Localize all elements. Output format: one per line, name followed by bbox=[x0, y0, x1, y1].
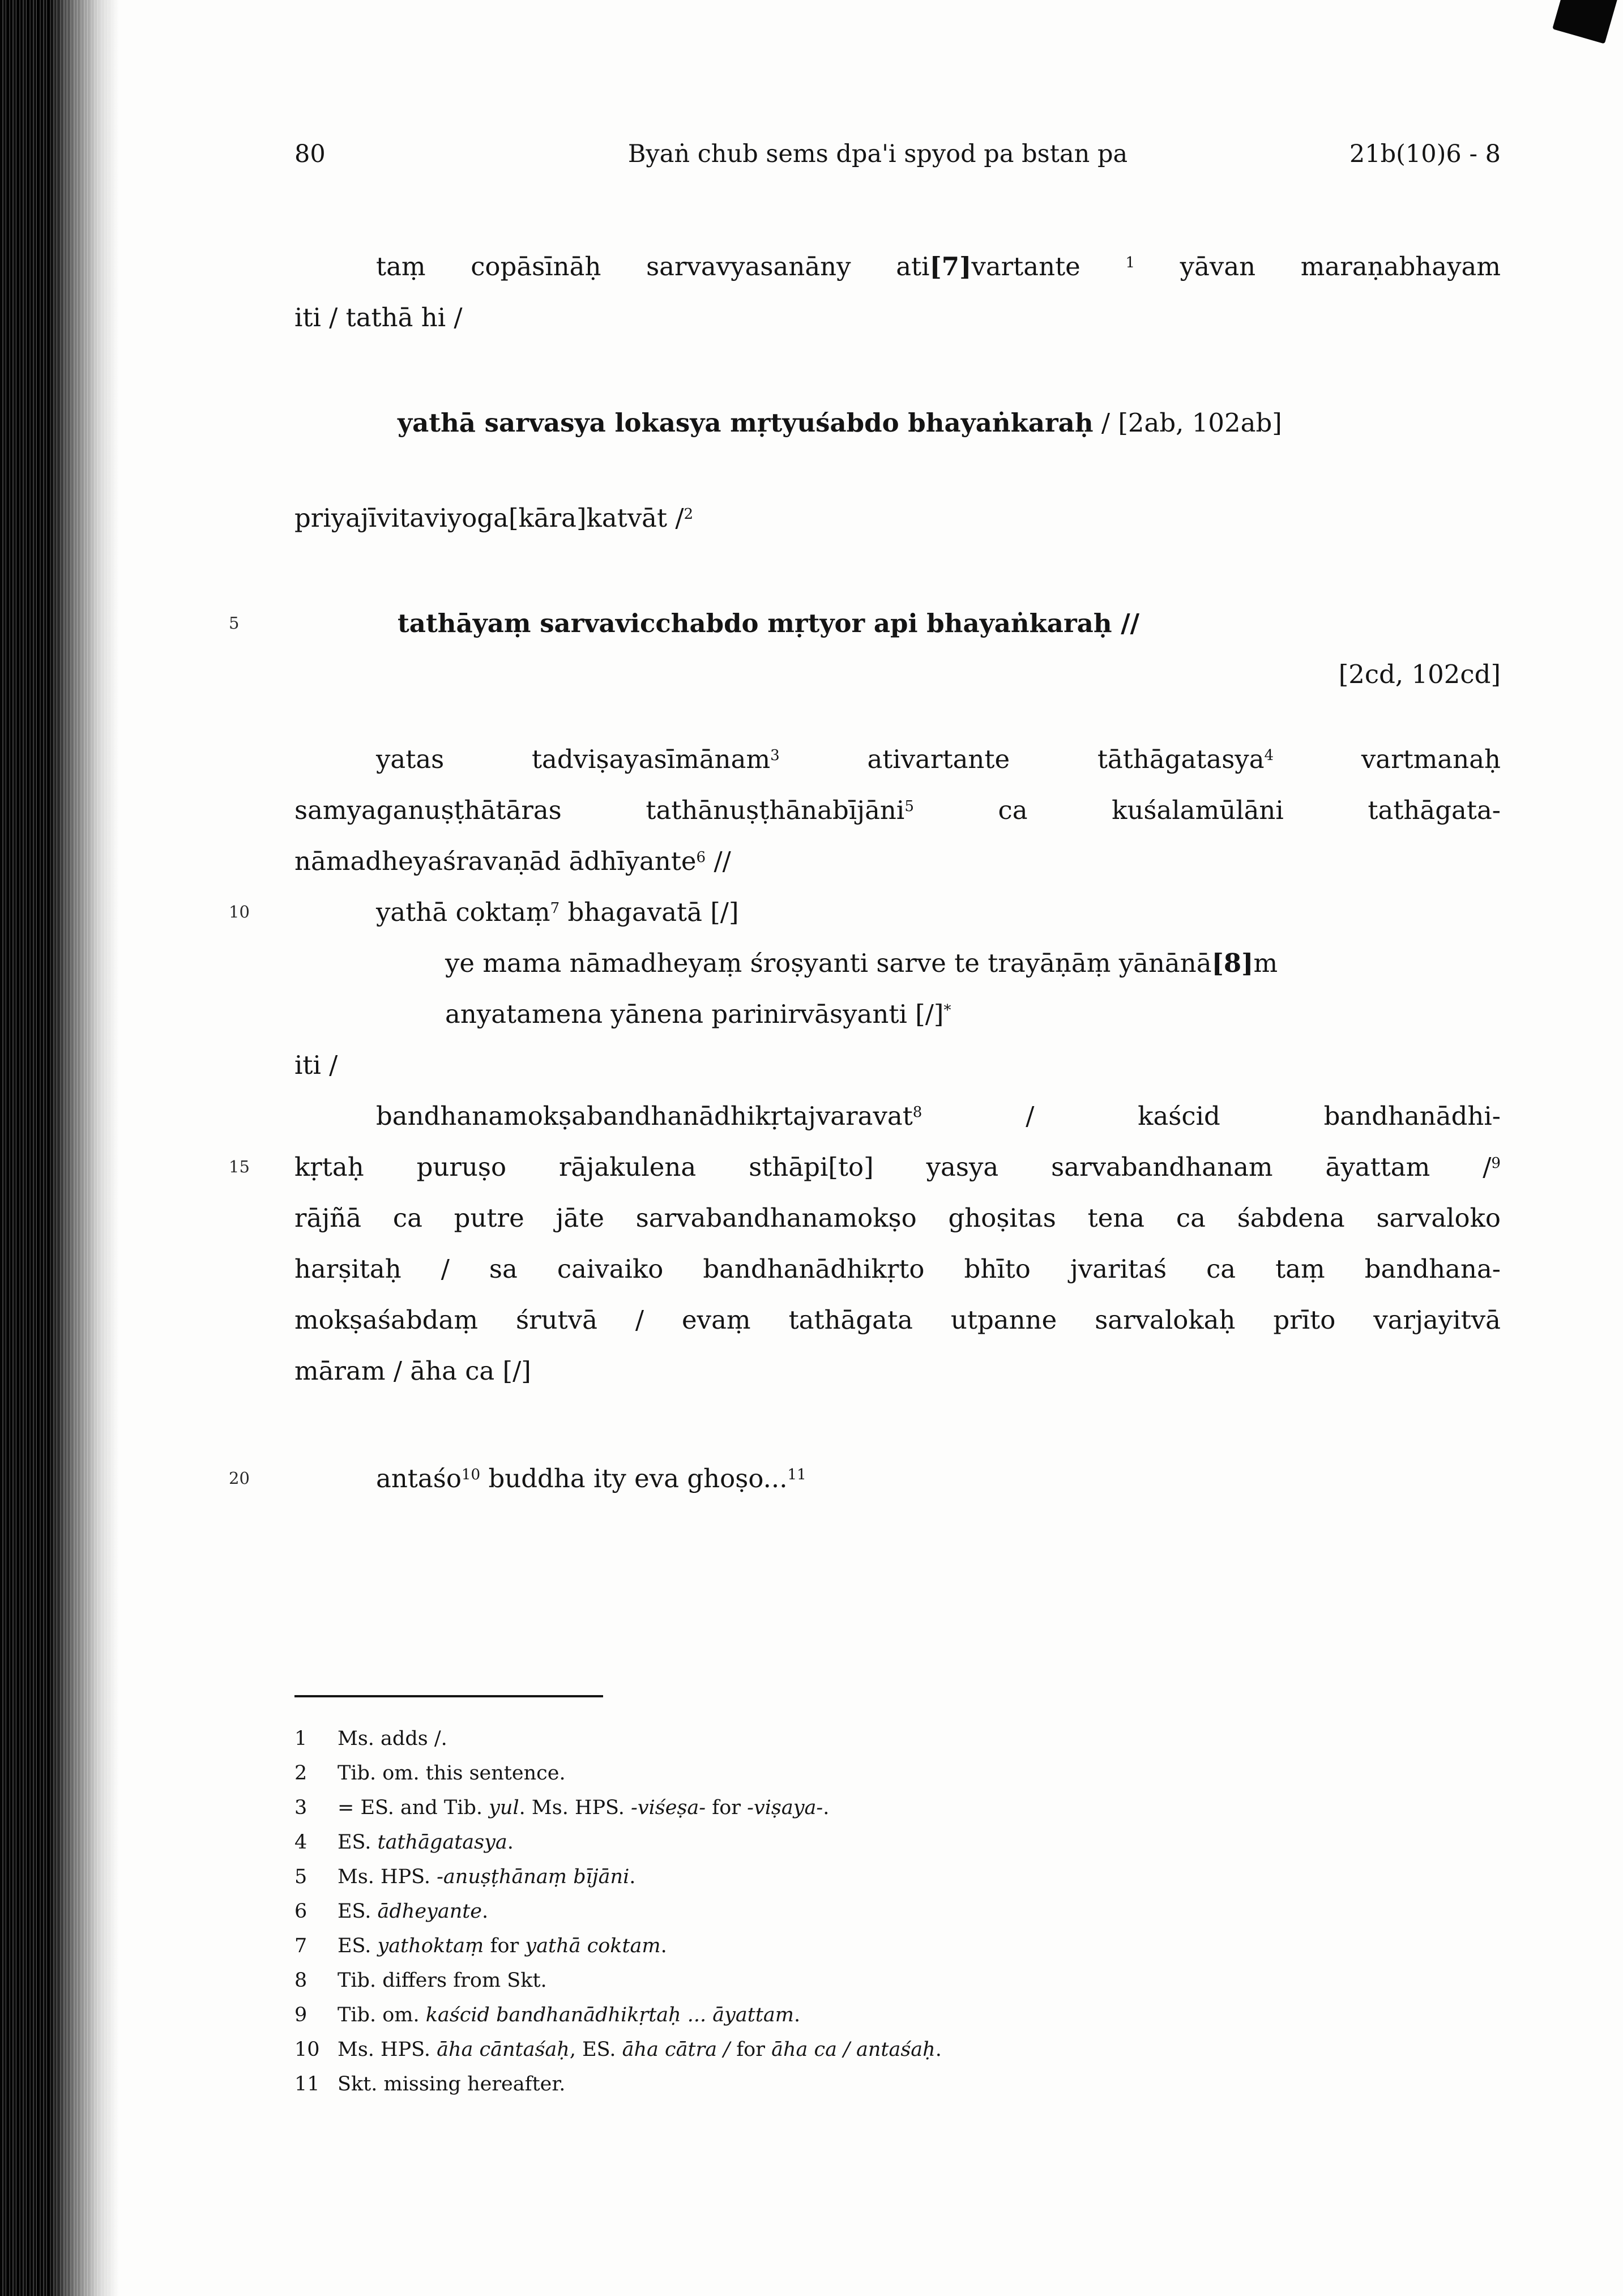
footnote-number: 7 bbox=[294, 1935, 307, 1957]
margin-line-number-20: 20 bbox=[229, 1469, 250, 1488]
margin-line-number-5: 5 bbox=[229, 613, 240, 633]
text-run: ādheyante bbox=[377, 1900, 482, 1923]
footnote-number: 10 bbox=[294, 2038, 320, 2061]
text-run: . bbox=[935, 2038, 942, 2061]
footnote-number: 1 bbox=[294, 1727, 307, 1750]
body-line bbox=[294, 1040, 1501, 1091]
footnote-item bbox=[294, 1964, 1501, 1998]
footnote-number: 11 bbox=[294, 2073, 320, 2096]
footnote-marker: 4 bbox=[1264, 746, 1274, 764]
body-line bbox=[294, 292, 1501, 343]
footnote-item bbox=[294, 1825, 1501, 1860]
margin-line-number-15: 15 bbox=[229, 1157, 250, 1176]
footnote-marker: 2 bbox=[684, 505, 694, 523]
footnote-text bbox=[338, 2067, 1501, 2102]
footnote-item bbox=[294, 2067, 1501, 2102]
footnotes bbox=[294, 1722, 1501, 2102]
text-run: Ms. adds /. bbox=[338, 1727, 447, 1750]
text-run: vartante bbox=[971, 251, 1126, 281]
text-run: . bbox=[823, 1796, 830, 1819]
body-line bbox=[294, 1295, 1501, 1346]
footnote-marker: 11 bbox=[787, 1466, 806, 1483]
body-line bbox=[294, 1091, 1501, 1142]
body-text bbox=[294, 241, 1501, 1504]
body-line bbox=[294, 493, 1501, 544]
footnote-item bbox=[294, 1929, 1501, 1964]
text-run: -viṣaya- bbox=[747, 1796, 823, 1819]
text-run: āha cātra / bbox=[622, 2038, 731, 2061]
text-run: māram / āha ca [/] bbox=[294, 1356, 531, 1386]
text-run: // bbox=[706, 846, 731, 876]
footnote-text bbox=[338, 1998, 1501, 2033]
text-run: , ES. bbox=[569, 2038, 622, 2061]
margin-line-number-10: 10 bbox=[229, 902, 250, 921]
footnote-number: 3 bbox=[294, 1796, 307, 1819]
page-number: 80 bbox=[294, 140, 326, 168]
text-run: kaścid bandhanādhikṛtaḥ ... āyattam bbox=[425, 2004, 794, 2026]
text-run: ES. bbox=[338, 1935, 378, 1957]
text-run: bhagavatā [/] bbox=[559, 897, 739, 927]
footnote-marker: 5 bbox=[904, 797, 914, 815]
text-run: āha ca / antaśaḥ bbox=[771, 2038, 936, 2061]
text-run: ES. bbox=[338, 1900, 378, 1923]
text-run: yathā sarvasya lokasya mṛtyuśabdo bhayaṅkaraḥ bbox=[398, 408, 1094, 438]
footnote-marker: 6 bbox=[696, 848, 706, 866]
body-line bbox=[294, 1453, 1501, 1504]
body-line bbox=[294, 241, 1501, 292]
text-run: Tib. om. this sentence. bbox=[338, 1762, 566, 1785]
text-run: . bbox=[794, 2004, 801, 2026]
body-line bbox=[294, 938, 1501, 989]
footnote-marker: 9 bbox=[1491, 1154, 1501, 1172]
text-run: [8] bbox=[1211, 948, 1254, 978]
footnote-item bbox=[294, 1860, 1501, 1894]
text-run: priyajīvitaviyoga[kāra]katvāt / bbox=[294, 503, 684, 533]
text-run: nāmadheyaśravaṇād ādhīyante bbox=[294, 846, 697, 876]
text-run: samyaganuṣṭhātāras tathānuṣṭhānabījāni bbox=[294, 795, 905, 825]
text-run: yathoktaṃ bbox=[377, 1935, 484, 1957]
text-run: Tib. differs from Skt. bbox=[338, 1969, 547, 1992]
footnote-marker: 10 bbox=[461, 1466, 481, 1483]
body-line bbox=[294, 836, 1501, 887]
text-run: taṃ copāsīnāḥ sarvavyasanāny ati bbox=[376, 251, 930, 281]
footnote-marker: 1 bbox=[1125, 254, 1135, 271]
page-header bbox=[294, 139, 1501, 169]
text-run: ativartante tāthāgatasya bbox=[779, 744, 1265, 774]
body-line bbox=[294, 398, 1501, 449]
footnote-number: 8 bbox=[294, 1969, 307, 1992]
text-run: tathāyaṃ sarvavicchabdo mṛtyor api bhayaṅkaraḥ // bbox=[398, 608, 1140, 638]
text-run: yul bbox=[489, 1796, 519, 1819]
footnote-text bbox=[338, 1825, 1501, 1860]
footnote-text bbox=[338, 2033, 1501, 2067]
body-line bbox=[294, 989, 1501, 1040]
text-run: [2cd, 102cd] bbox=[1338, 659, 1501, 689]
footnote-marker: 3 bbox=[770, 746, 780, 764]
footnote-number: 6 bbox=[294, 1900, 307, 1923]
footnote-item bbox=[294, 1791, 1501, 1825]
text-run: Ms. HPS. bbox=[338, 1866, 437, 1888]
text-run: rājñā ca putre jāte sarvabandhanamokṣo ghoṣitas tena ca śabdena sarvaloko bbox=[294, 1203, 1501, 1233]
text-run: yāvan maraṇabhayam bbox=[1135, 251, 1501, 281]
book-spine-scan-edge bbox=[0, 0, 120, 2296]
text-run: for bbox=[730, 2038, 772, 2061]
text-run: kṛtaḥ puruṣo rājakulena sthāpi[to] yasya sarvabandhanam āyattam / bbox=[294, 1152, 1492, 1182]
text-run: . bbox=[507, 1831, 514, 1854]
text-run: for bbox=[484, 1935, 526, 1957]
footnote-text bbox=[338, 1964, 1501, 1998]
footnote-item bbox=[294, 1756, 1501, 1791]
text-run: for bbox=[706, 1796, 748, 1819]
footnote-item bbox=[294, 1894, 1501, 1929]
text-run: / kaścid bandhanādhi- bbox=[922, 1101, 1501, 1131]
text-run: . bbox=[660, 1935, 667, 1957]
footnote-number: 9 bbox=[294, 2004, 307, 2026]
text-run: yathā coktaṃ bbox=[376, 897, 550, 927]
text-run: āha cāntaśaḥ bbox=[437, 2038, 570, 2061]
footnote-marker: 8 bbox=[912, 1103, 922, 1121]
footnote-item bbox=[294, 1722, 1501, 1756]
body-line bbox=[294, 649, 1501, 700]
text-run: yatas tadviṣayasīmānam bbox=[376, 744, 771, 774]
footnote-text bbox=[338, 1929, 1501, 1964]
text-run: [7] bbox=[929, 251, 972, 281]
footnote-marker: 7 bbox=[550, 899, 560, 917]
text-run: . Ms. HPS. bbox=[519, 1796, 631, 1819]
footnote-number: 4 bbox=[294, 1831, 307, 1854]
footnote-item bbox=[294, 2033, 1501, 2067]
body-line bbox=[294, 598, 1501, 649]
footnote-text bbox=[338, 1756, 1501, 1791]
text-run: vartmanaḥ bbox=[1274, 744, 1501, 774]
text-run: ca kuśalamūlāni tathāgata- bbox=[913, 795, 1501, 825]
footnote-text bbox=[338, 1860, 1501, 1894]
text-run: = ES. and Tib. bbox=[338, 1796, 489, 1819]
footnote-number: 5 bbox=[294, 1866, 307, 1888]
footnote-separator-rule bbox=[294, 1695, 603, 1697]
text-run: -anuṣṭhānaṃ bījāni bbox=[437, 1866, 630, 1888]
text-run: bandhanamokṣabandhanādhikṛtajvaravat bbox=[376, 1101, 913, 1131]
footnote-text bbox=[338, 1791, 1501, 1825]
footnote-text bbox=[338, 1894, 1501, 1929]
text-run: Skt. missing hereafter. bbox=[338, 2073, 566, 2096]
text-run: iti / tathā hi / bbox=[294, 302, 463, 332]
footnote-number: 2 bbox=[294, 1762, 307, 1785]
scan-corner-artifact bbox=[1552, 0, 1619, 44]
body-line bbox=[294, 785, 1501, 836]
text-run: anyatamena yānena parinirvāsyanti [/] bbox=[445, 999, 944, 1029]
text-run: -viśeṣa- bbox=[631, 1796, 706, 1819]
body-line bbox=[294, 887, 1501, 938]
text-run: harṣitaḥ / sa caivaiko bandhanādhikṛto bhīto jvaritaś ca taṃ bandhana- bbox=[294, 1254, 1501, 1284]
body-line bbox=[294, 1346, 1501, 1397]
text-run: / [2ab, 102ab] bbox=[1093, 408, 1282, 438]
body-line bbox=[294, 1142, 1501, 1193]
text-run: mokṣaśabdaṃ śrutvā / evaṃ tathāgata utpanne sarvalokaḥ prīto varjayitvā bbox=[294, 1305, 1501, 1335]
text-run: yathā coktam bbox=[525, 1935, 661, 1957]
text-run: m bbox=[1253, 948, 1278, 978]
body-line bbox=[294, 734, 1501, 785]
text-run: tathāgatasya bbox=[377, 1831, 507, 1854]
text-run: . bbox=[629, 1866, 636, 1888]
text-run: antaśo bbox=[376, 1463, 462, 1493]
text-run: . bbox=[482, 1900, 489, 1923]
body-line bbox=[294, 1244, 1501, 1295]
folio-reference: 21b(10)6 - 8 bbox=[1349, 140, 1501, 168]
text-run: Ms. HPS. bbox=[338, 2038, 437, 2061]
text-run: buddha ity eva ghoṣo... bbox=[480, 1463, 788, 1493]
running-title: Byaṅ chub sems dpa'i spyod pa bstan pa bbox=[627, 140, 1128, 168]
footnote-marker: * bbox=[943, 1001, 951, 1019]
text-run: iti / bbox=[294, 1050, 338, 1080]
text-run: Tib. om. bbox=[338, 2004, 426, 2026]
text-run: ye mama nāmadheyaṃ śroṣyanti sarve te trayāṇāṃ yānānā bbox=[445, 948, 1212, 978]
body-line bbox=[294, 1193, 1501, 1244]
footnote-text bbox=[338, 1722, 1501, 1756]
footnote-item bbox=[294, 1998, 1501, 2033]
text-run: ES. bbox=[338, 1831, 378, 1854]
